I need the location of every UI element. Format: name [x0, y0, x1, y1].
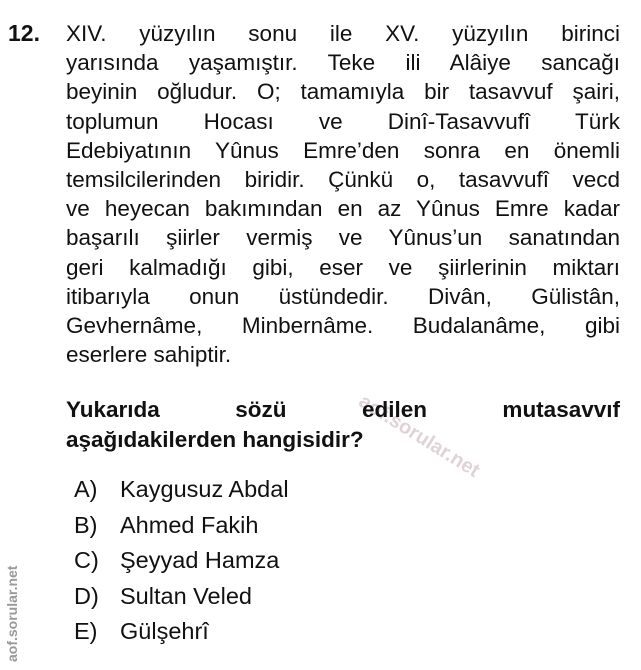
- body-line: eserlere sahiptir.: [66, 342, 232, 368]
- option-c[interactable]: [74, 547, 289, 583]
- option-text: Kaygusuz Abdal: [120, 476, 289, 502]
- body-line: Edebiyatının Yûnus Emre’den sonra en önemli: [66, 137, 620, 163]
- body-line: ve heyecan bakımından en az Yûnus Emre kadar: [66, 196, 620, 222]
- body-line: itibarıyla onun üstündedir. Divân, Gülistân,: [66, 283, 620, 309]
- body-line: beyinin oğludur. O; tamamıyla bir tasavvuf şairi,: [66, 79, 620, 105]
- body-line: başarılı şiirler vermiş ve Yûnus’un sanatından: [66, 225, 620, 251]
- option-letter: A): [74, 476, 98, 502]
- option-letter: C): [74, 547, 99, 573]
- prompt-line: aşağıdakilerden hangisidir?: [66, 427, 364, 452]
- prompt-line: Yukarıda sözü edilen mutasavvıf: [66, 397, 620, 422]
- option-text: Sultan Veled: [120, 582, 252, 609]
- option-a[interactable]: [74, 476, 289, 512]
- question-body: [66, 19, 620, 369]
- option-text: Gülşehrî: [120, 618, 209, 644]
- watermark-side: aof.sorular.net: [4, 565, 20, 662]
- option-text: Şeyyad Hamza: [120, 547, 280, 573]
- option-letter: B): [74, 511, 98, 538]
- option-text: Ahmed Fakih: [120, 511, 259, 538]
- option-letter: E): [74, 618, 98, 644]
- question-number: 12.: [8, 20, 40, 46]
- option-letter: D): [74, 582, 99, 609]
- option-d[interactable]: [74, 583, 289, 619]
- option-e[interactable]: [74, 618, 289, 654]
- watermark-diagonal: aof.sorular.net: [354, 390, 484, 482]
- option-b[interactable]: [74, 512, 289, 548]
- answer-options: [74, 476, 289, 654]
- body-line: yarısında yaşamıştır. Teke ili Alâiye sancağı: [66, 50, 620, 76]
- body-line: XIV. yüzyılın sonu ile XV. yüzyılın birinci: [66, 21, 620, 46]
- body-line: geri kalmadığı gibi, eser ve şiirlerinin miktarı: [66, 254, 620, 280]
- question-prompt: [66, 395, 620, 455]
- body-line: toplumun Hocası ve Dinî-Tasavvufî Türk: [66, 108, 620, 134]
- body-line: temsilcilerinden biridir. Çünkü o, tasavvufî vecd: [66, 167, 620, 193]
- body-line: Gevhernâme, Minbernâme. Budalanâme, gibi: [66, 313, 620, 339]
